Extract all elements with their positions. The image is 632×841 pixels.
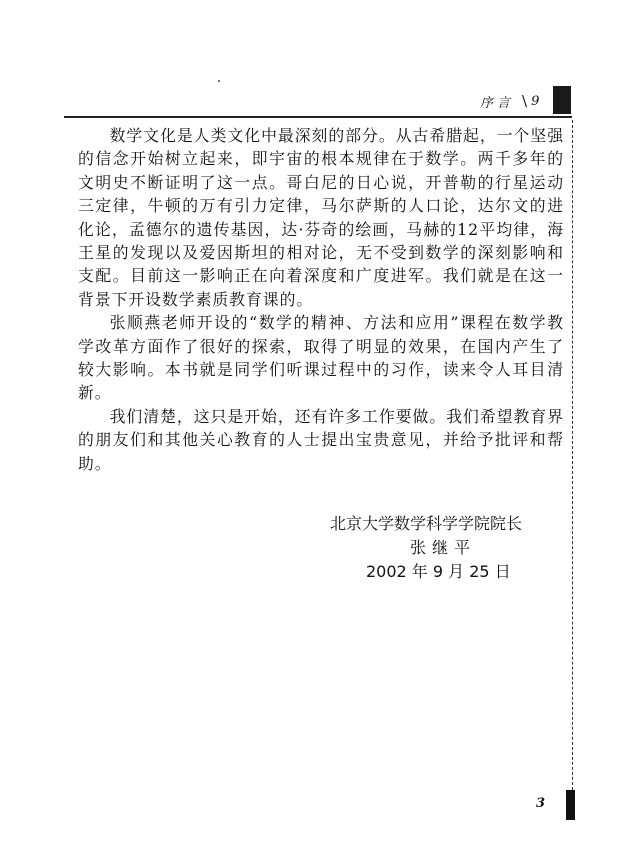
paragraph-3: 我们清楚，这只是开始，还有许多工作要做。我们希望教育界的朋友们和其他关心教育的人士提出宝贵意见，并给予批评和帮助。 — [78, 406, 564, 473]
header-section-title: 序言 — [480, 95, 515, 111]
paragraph-2: 张顺燕老师开设的“数学的精神、方法和应用”课程在数学教学改革方面作了很好的探索，取得了明显的效果，在国内产生了较大影响。本书就是同学们听课过程中的习作，读来令人耳目清新。 — [78, 313, 564, 403]
header-rule — [64, 116, 572, 118]
margin-dashed-line — [572, 120, 573, 805]
footer-corner-block — [566, 790, 575, 820]
signature-block — [330, 512, 570, 584]
signature-date: 2002 年 9 月 25 日 — [366, 562, 511, 581]
page-number: 3 — [536, 796, 546, 811]
header-page-mark: 9 — [531, 93, 540, 109]
scan-speck — [218, 80, 220, 82]
signature-organization: 北京大学数学科学学院院长 — [330, 514, 523, 533]
header-corner-block — [553, 86, 571, 114]
header-separator: \ — [522, 92, 528, 110]
paragraph-1: 数学文化是人类文化中最深刻的部分。从古希腊起，一个坚强的信念开始树立起来，即宇宙的根本规律在于数学。两千多年的文明史不断证明了这一点。哥白尼的日心说，开普勒的行星运动三定律，牛顿的万有引力定律，马尔萨斯的人口论，达尔文的进化论，孟德尔的遗传基因，达·芬奇的绘画，马赫的12平均律，海王星的发现以及爱因斯坦的相对论，无不受到数学的深刻影响和支配。目前这一影响正在向着深度和广度进军。我们就是在这一背景下开设数学素质教育课的。 — [78, 126, 564, 309]
signature-name: 张继平 — [410, 538, 477, 557]
running-header — [480, 88, 539, 114]
body-text — [78, 124, 564, 475]
